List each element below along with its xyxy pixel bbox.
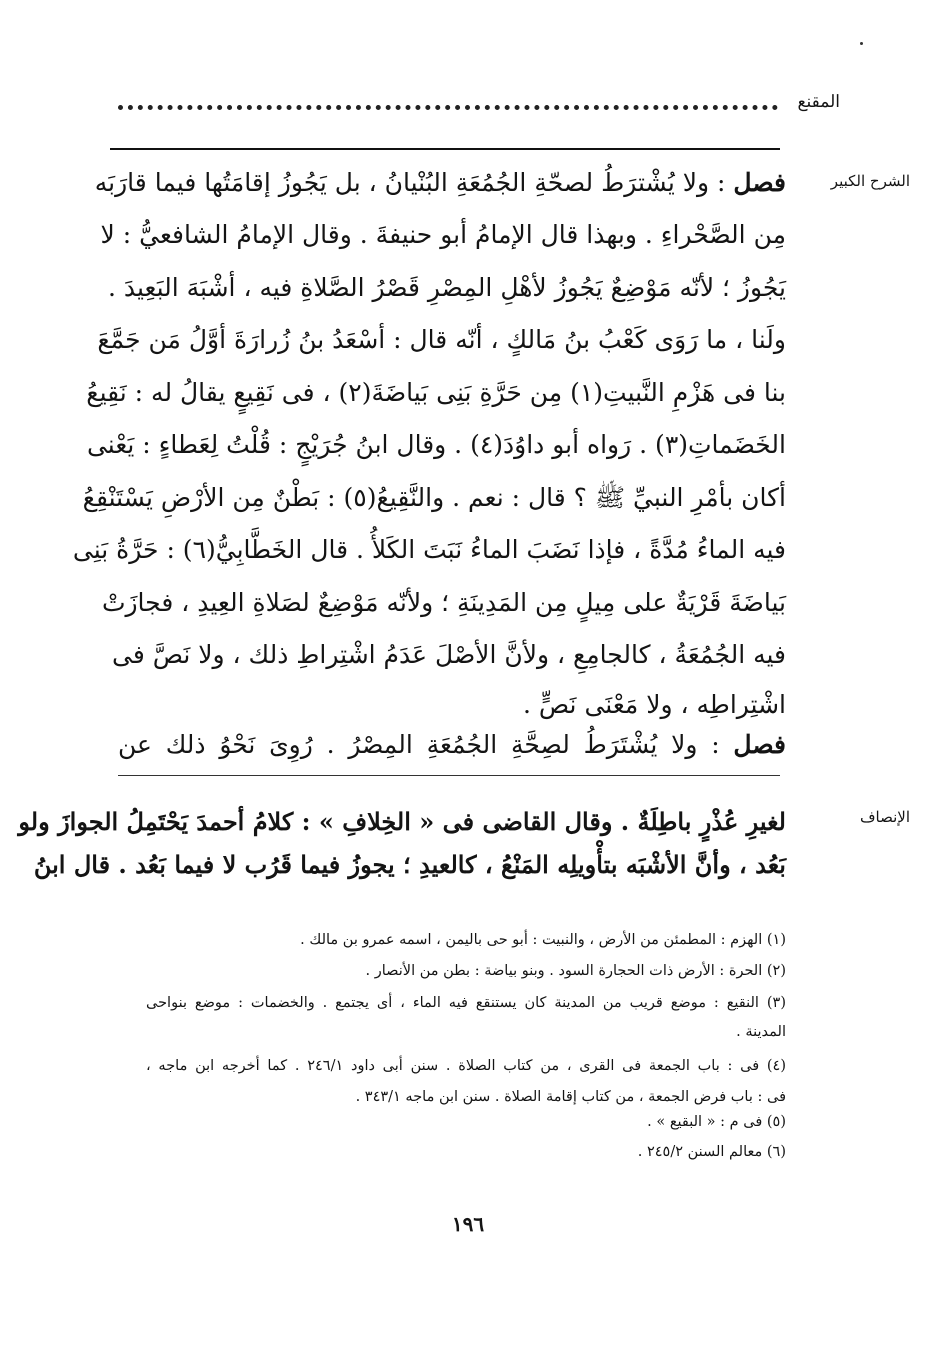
section-heading-word: فصل: [733, 168, 786, 197]
main-line: بَياضَةَ قَرْيَةٌ على مِيلٍ مِن المَدِينَةِ ؛ ولأنّه مَوْضِعٌ لصَلاةِ العِيدِ ، فجازَتْ: [101, 588, 786, 617]
header-dotted-leader: [118, 105, 778, 110]
main-line: الخَضَماتِ(٣) . رَواه أبو داوُدَ(٤) . وقال ابنُ جُرَيْجٍ : قُلْتُ لِعَطاءٍ : يَعْنى: [86, 430, 786, 459]
footnote: (٢) الحرة : الأرض ذات الحجارة السود . وبنو بياضة : بطن من الأنصار .: [365, 963, 786, 979]
section-label-main: الشرح الكبير: [830, 172, 910, 190]
main-line: أكان بأمْرِ النبيِّ ﷺ ؟ قال : نعم . والنَّقِيعُ(٥) : بَطْنٌ مِن الأرْضِ يَسْتَنْقِعُ: [82, 483, 786, 512]
footnote-continuation: المدينة .: [736, 1024, 786, 1040]
header-book-title: المقنع: [797, 92, 840, 112]
insaf-line: لغيرِ عُذْرٍ باطِلَةٌ . وقال القاضى فى « الخِلافِ » : كلامُ أحمدَ يَحْتَمِلُ الجوازَ ولو: [18, 807, 786, 836]
header-rule: [110, 148, 780, 150]
main-line: يَجُوزُ ؛ لأنّه مَوْضِعٌ يَجُوزُ لأهْلِ المِصْرِ قَصْرُ الصَّلاةِ فيه ، أشْبَهَ البَعِيدَ .: [107, 273, 786, 302]
footnote: (١) الهزم : المطمئن من الأرض ، والنبيت : أبو حى باليمن ، اسمه عمرو بن مالك .: [300, 932, 786, 948]
main-line: ولَنا ، ما رَوَى كَعْبُ بنُ مَالكٍ ، أنّه قال : أسْعَدُ بنُ زُرارَةَ أوَّلُ مَن جَمَّعَ: [97, 325, 786, 354]
footnote: (٦) معالم السنن ٢٤٥/٢ .: [637, 1144, 786, 1160]
insaf-line: بَعُد ، وأنَّ الأشْبَه بتأْويلِه المَنْعُ ، كالعيدِ ؛ يجوزُ فيما قَرُب لا فيما بَعُد . قال ابنُ: [33, 850, 786, 879]
main-line: بنا فى هَزْمِ النَّبيتِ(١) مِن حَرَّةِ بَنِى بَياضَةَ(٢) ، فى نَقِيعٍ يقالُ له : نَقِيعُ: [86, 378, 786, 407]
footnote: (٤) فى : باب الجمعة فى القرى ، من كتاب الصلاة . سنن أبى داود ٢٤٦/١ . كما أخرجه ابن ماجه ،: [146, 1058, 786, 1074]
main-line: فصل : ولا يُشْترَطُ لصحّةِ الجُمُعَةِ البُنْيانُ ، بل يَجُوزُ إقامَتُها فيما قارَبَه: [94, 168, 786, 197]
footnote: (٣) النقيع : موضع قريب من المدينة كان يستنقع فيه الماء ، أى يجتمع . والخضمات : موضع بنواحى: [146, 995, 786, 1011]
section-label-insaf: الإنصاف: [859, 808, 910, 826]
main-line: فيه الجُمُعَةُ ، كالجامِعِ ، ولأنَّ الأصْلَ عَدَمُ اشْتِراطِ ذلك ، ولا نَصَّ فى: [111, 640, 786, 669]
main-line: فيه الماءُ مُدَّةً ، فإذا نَضَبَ الماءُ نَبَتَ الكَلأُ . قال الخَطَّابِيُّ(٦) : حَرَّةُ بَنِى: [72, 535, 786, 564]
main-line: مِن الصَّحْراءِ . وبهذا قال الإمامُ أبو حنيفةَ . وقال الإمامُ الشافعيُّ : لا: [100, 220, 786, 249]
section-heading-word: فصل: [733, 730, 786, 759]
section-divider: [118, 775, 780, 776]
footnote: (٥) فى م : « البقيع » .: [647, 1114, 786, 1130]
main-line: اشْتِراطِه ، ولا مَعْنَى نَصٍّ .: [523, 690, 786, 719]
page-number: ١٩٦: [451, 1212, 485, 1236]
page-speck: [860, 42, 863, 45]
main-line: فصل : ولا يُشْتَرَطُ لصِحَّةِ الجُمُعَةِ المِصْرُ . رُوِىَ نَحْوُ ذلك عن: [118, 730, 786, 759]
footnote-continuation: فى : باب فرض الجمعة ، من كتاب إقامة الصلاة . سنن ابن ماجه ٣٤٣/١ .: [355, 1089, 786, 1105]
